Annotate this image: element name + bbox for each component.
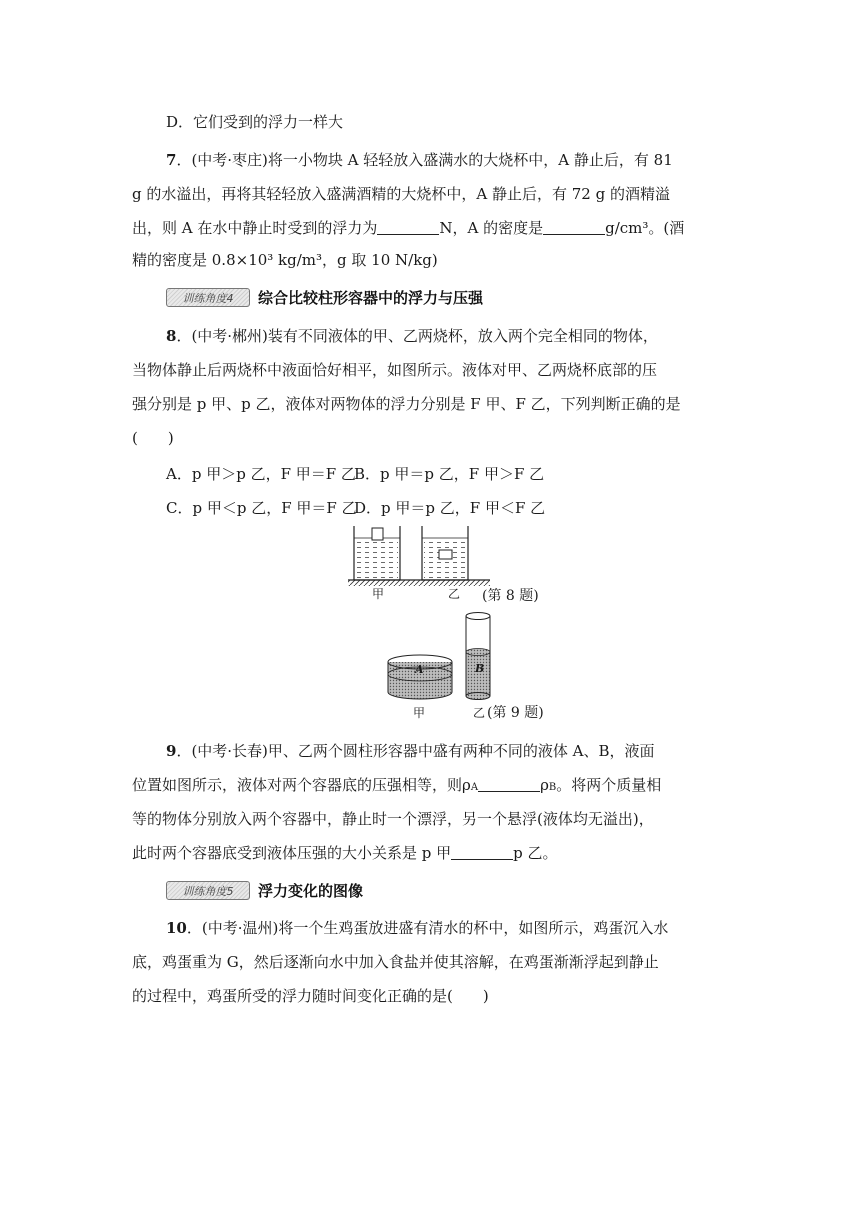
training-angle-4	[166, 287, 483, 308]
q9-blank-density[interactable]	[478, 776, 540, 792]
q7-text1: ．(中考·枣庄)将一小物块 A 轻轻放入盛满水的大烧杯中，A 静止后，有 81	[176, 151, 673, 169]
q9-text2a: 位置如图所示，液体对两个容器底的压强相等，则ρ	[132, 776, 471, 794]
q10-number: 10	[166, 919, 187, 937]
figure-9-liquid-a-label: A	[415, 663, 424, 676]
q10-line3: 的过程中，鸡蛋所受的浮力随时间变化正确的是( )	[132, 987, 489, 1005]
q9-line2	[132, 775, 661, 798]
figure-9-caption: (第 9 题)	[487, 705, 544, 721]
q6-option-d: D．它们受到的浮力一样大	[166, 113, 344, 131]
figure-9-liquid-b-label: B	[475, 662, 485, 675]
q8-line1	[166, 326, 658, 346]
q8-line2: 当物体静止后两烧杯中液面恰好相平，如图所示。液体对甲、乙两烧杯底部的压	[132, 361, 658, 379]
q7-line1	[166, 150, 673, 170]
figure-8-label-jia: 甲	[372, 587, 385, 601]
q8-number: 8	[166, 327, 177, 345]
q9-text4a: 此时两个容器底受到液体压强的大小关系是 p 甲	[132, 844, 452, 862]
q9-sub-a: A	[470, 782, 479, 793]
figure-9-container-yi	[466, 613, 490, 700]
q9-sub-b: B	[548, 782, 557, 793]
figure-8-object-jia	[372, 528, 383, 540]
q8-text1: ．(中考·郴州)装有不同液体的甲、乙两烧杯，放入两个完全相同的物体，	[176, 327, 658, 345]
q8-option-c[interactable]: C．p 甲＜p 乙，F 甲＝F 乙	[166, 499, 357, 517]
figure-8-object-yi	[439, 550, 452, 559]
q9-line3: 等的物体分别放入两个容器中，静止时一个漂浮，另一个悬浮(液体均无溢出)，	[132, 810, 654, 828]
figure-9-container-jia	[388, 655, 452, 699]
q8-option-b[interactable]: B．p 甲＝p 乙，F 甲＞F 乙	[354, 465, 545, 483]
q7-text3b: N，A 的密度是	[439, 219, 544, 237]
q7-line4: 精的密度是 0.8×10³ kg/m³，g 取 10 N/kg)	[132, 251, 438, 269]
q8-line4: ( )	[132, 429, 174, 447]
q7-text3c: g/cm³。(酒	[605, 219, 685, 237]
q9-number: 9	[166, 742, 177, 760]
training-angle-4-badge: 训练角度4	[166, 288, 250, 307]
q7-blank-density[interactable]	[543, 219, 605, 235]
q8-line3: 强分别是 p 甲、p 乙，液体对两物体的浮力分别是 F 甲、F 乙，下列判断正确的是	[132, 395, 681, 413]
q10-line1	[166, 918, 668, 938]
figure-8-caption: (第 8 题)	[482, 588, 539, 604]
q8-option-a[interactable]: A．p 甲＞p 乙，F 甲＝F 乙	[166, 465, 356, 483]
figure-9-label-jia: 甲	[413, 706, 426, 720]
training-angle-5-title: 浮力变化的图像	[258, 882, 364, 900]
figure-8-label-yi: 乙	[448, 587, 461, 601]
figure-9-diagram	[380, 610, 500, 706]
figure-8-beaker-yi	[422, 526, 468, 580]
q9-blank-pressure[interactable]	[451, 844, 513, 860]
q9-text2e: 。将两个质量相	[556, 776, 662, 794]
q7-line3	[132, 218, 684, 238]
training-angle-5-badge: 训练角度5	[166, 881, 250, 900]
q9-text4b: p 乙。	[513, 844, 558, 862]
q7-line2: g 的水溢出，再将其轻轻放入盛满酒精的大烧杯中，A 静止后，有 72 g 的酒精溢	[132, 185, 670, 203]
figure-8-beaker-jia	[354, 526, 400, 580]
q9-text1: ．(中考·长春)甲、乙两个圆柱形容器中盛有两种不同的液体 A、B，液面	[176, 742, 655, 760]
figure-8-ground-hatch	[348, 580, 490, 586]
training-angle-4-title: 综合比较柱形容器中的浮力与压强	[258, 289, 484, 307]
q8-option-d[interactable]: D．p 甲＝p 乙，F 甲＜F 乙	[354, 499, 546, 517]
q9-line1	[166, 741, 655, 761]
q9-text2c: ρ	[540, 776, 549, 794]
q9-line4	[132, 843, 558, 863]
q7-number: 7	[166, 151, 177, 169]
figure-8-diagram	[340, 520, 500, 600]
training-angle-5	[166, 880, 363, 901]
q7-text3a: 出，则 A 在水中静止时受到的浮力为	[132, 219, 378, 237]
q7-blank-buoyancy[interactable]	[377, 219, 439, 235]
figure-9-label-yi: 乙	[473, 706, 486, 720]
q10-line2: 底，鸡蛋重为 G，然后逐渐向水中加入食盐并使其溶解，在鸡蛋渐渐浮起到静止	[132, 953, 659, 971]
q10-text1: ．(中考·温州)将一个生鸡蛋放进盛有清水的杯中，如图所示，鸡蛋沉入水	[186, 919, 669, 937]
